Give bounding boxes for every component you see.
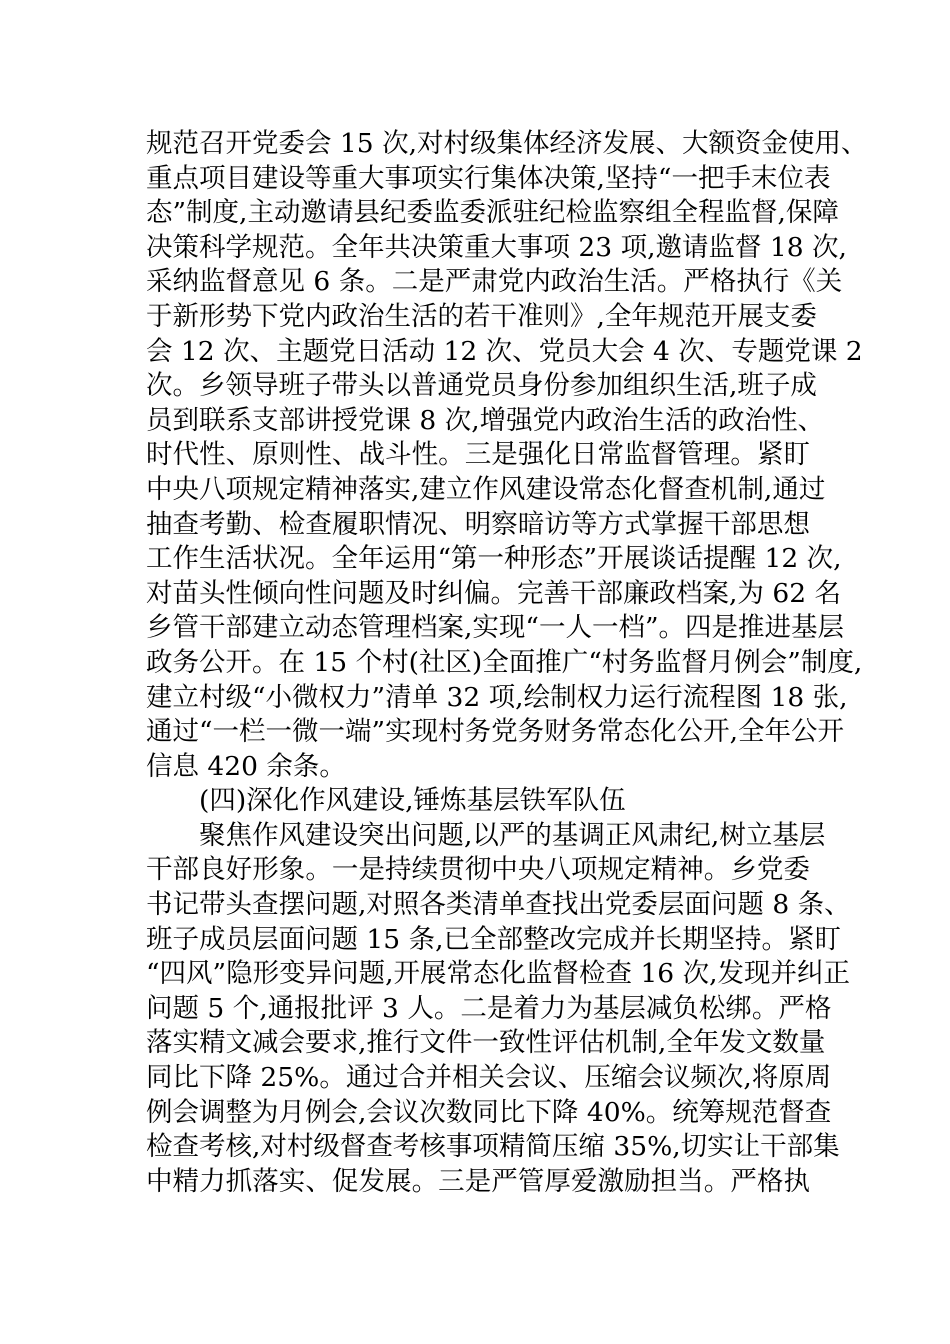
text-line: 中央八项规定精神落实,建立作风建设常态化督查机制,通过 [146,473,826,505]
text-line: 干部良好形象。一是持续贯彻中央八项规定精神。乡党委 [146,854,810,886]
text-line: 同比下降 25%。通过合并相关会议、压缩会议频次,将原周 [146,1062,832,1094]
text-line: 决策科学规范。全年共决策重大事项 23 项,邀请监督 18 次, [146,231,847,263]
paragraph-2 [146,819,851,1200]
section-heading: (四)深化作风建设,锤炼基层铁军队伍 [199,785,626,817]
text-line: “四风”隐形变异问题,开展常态化监督检查 16 次,发现并纠正 [146,958,851,990]
text-line: 信息 420 余条。 [146,750,346,782]
text-line: 工作生活状况。全年运用“第一种形态”开展谈话提醒 12 次, [146,543,842,575]
text-line: 采纳监督意见 6 条。二是严肃党内政治生活。严格执行《关 [146,266,843,298]
text-line: 乡管干部建立动态管理档案,实现“一人一档”。四是推进基层 [146,612,845,644]
text-line: 态”制度,主动邀请县纪委监委派驻纪检监察组全程监督,保障 [146,197,839,229]
text-line: 建立村级“小微权力”清单 32 项,绘制权力运行流程图 18 张, [146,681,848,713]
text-line: 时代性、原则性、战斗性。三是强化日常监督管理。紧盯 [146,439,810,471]
text-line: 书记带头查摆问题,对照各类清单查找出党委层面问题 8 条、 [146,889,851,921]
text-line: 会 12 次、主题党日活动 12 次、党员大会 4 次、专题党课 2 [146,335,863,367]
text-line: 落实精文减会要求,推行文件一致性评估机制,全年发文数量 [146,1027,826,1059]
text-line: 通过“一栏一微一端”实现村务党务财务常态化公开,全年公开 [146,716,845,748]
text-line: 例会调整为月例会,会议次数同比下降 40%。统筹规范督查 [146,1096,832,1128]
text-line: 于新形势下党内政治生活的若干准则》,全年规范开展支委 [146,300,817,332]
text-line: 班子成员层面问题 15 条,已全部整改完成并长期坚持。紧盯 [146,923,841,955]
text-line: 规范召开党委会 15 次,对村级集体经济发展、大额资金使用、 [146,128,868,159]
text-line: 问题 5 个,通报批评 3 人。二是着力为基层减负松绑。严格 [146,992,832,1024]
text-line: 政务公开。在 15 个村(社区)全面推广“村务监督月例会”制度, [146,646,863,678]
paragraph-1 [146,127,868,784]
text-line: 次。乡领导班子带头以普通党员身份参加组织生活,班子成 [146,370,817,402]
text-line: 中精力抓落实、促发展。三是严管厚爱激励担当。严格执 [146,1165,810,1197]
text-line: 对苗头性倾向性问题及时纠偏。完善干部廉政档案,为 62 名 [146,577,841,609]
text-line: 检查考核,对村级督查考核事项精简压缩 35%,切实让干部集 [146,1131,840,1163]
text-line: 聚焦作风建设突出问题,以严的基调正风肃纪,树立基层 [199,819,826,851]
document-body [146,127,868,1199]
text-line: 员到联系支部讲授党课 8 次,增强党内政治生活的政治性、 [146,404,825,436]
text-line: 重点项目建设等重大事项实行集体决策,坚持“一把手末位表 [146,162,831,194]
text-line: 抽查考勤、检查履职情况、明察暗访等方式掌握干部思想 [146,508,810,540]
